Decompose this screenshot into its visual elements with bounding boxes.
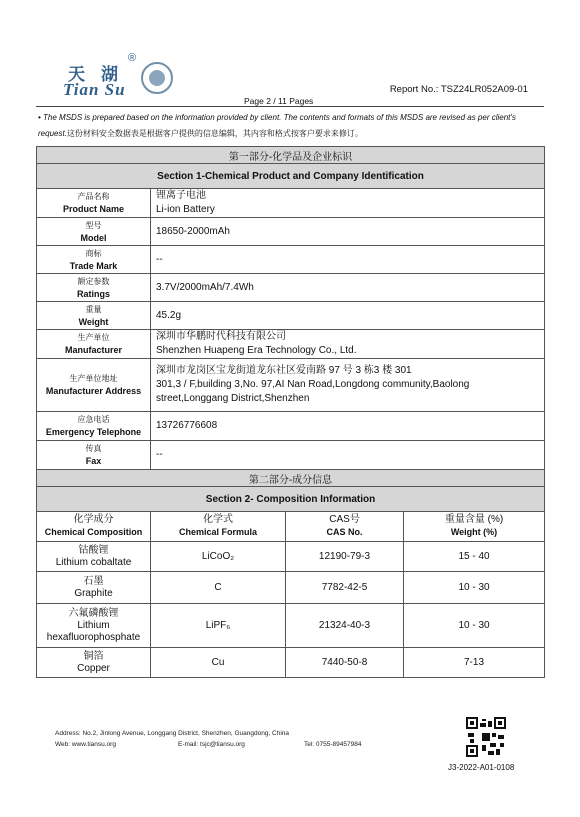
row-label xyxy=(37,189,151,218)
row-value xyxy=(151,189,545,218)
composition-name-en: Graphite xyxy=(74,587,113,599)
column-header xyxy=(286,512,404,542)
composition-cas: 7440-50-8 xyxy=(286,648,404,678)
row-value-line: 45.2g xyxy=(156,309,182,321)
notice-cn: 这份材料安全数据表是根据客户提供的信息编辑，其内容和格式按客户要求来修订。 xyxy=(66,129,363,138)
column-header-en: Weight (%) xyxy=(450,527,498,537)
row-label-cn: 额定参数 xyxy=(77,276,110,286)
composition-name-cn: 石墨 xyxy=(83,575,104,587)
column-header-cn: CAS号 xyxy=(329,514,360,525)
row-label xyxy=(37,302,151,330)
identification-row xyxy=(37,359,545,412)
composition-name-cn: 钴酸锂 xyxy=(78,544,109,556)
row-value-line: Shenzhen Huapeng Era Technology Co., Ltd. xyxy=(156,345,357,356)
column-header xyxy=(151,512,286,542)
row-value xyxy=(151,330,545,359)
row-value-line: street,Longgang District,Shenzhen xyxy=(156,393,310,404)
composition-cas: 12190-79-3 xyxy=(286,542,404,572)
row-value-line: 深圳市龙岗区宝龙街道龙东社区爱南路 97 号 3 栋3 楼 301 xyxy=(156,365,412,376)
row-value-line: -- xyxy=(156,253,163,265)
row-label-en: Trade Mark xyxy=(69,260,118,271)
row-label-en: Manufacturer Address xyxy=(45,386,142,396)
column-header-cn: 化学式 xyxy=(203,514,233,525)
composition-formula: LiCoO₂ xyxy=(151,542,286,572)
composition-weight: 7-13 xyxy=(404,648,545,678)
row-value xyxy=(151,274,545,302)
composition-cas: 21324-40-3 xyxy=(286,604,404,648)
composition-row xyxy=(37,572,545,604)
composition-name-en: Copper xyxy=(77,662,110,674)
row-label-cn: 应急电话 xyxy=(77,415,110,424)
footer-address: Address: No.2, Jinlong Avenue, Longgang District, Shenzhen, Guangdong, China xyxy=(55,730,290,737)
composition-row xyxy=(37,604,545,648)
row-value xyxy=(151,218,545,246)
row-label-en: Model xyxy=(80,232,107,243)
composition-formula: C xyxy=(151,572,286,604)
section2-title-en: Section 2- Composition Information xyxy=(37,487,545,512)
row-label-cn: 产品名称 xyxy=(77,192,110,201)
section1-title-cn: 第一部分-化学品及企业标识 xyxy=(37,147,545,164)
logo-english: Tian Su xyxy=(63,80,126,99)
composition-name-cn: 六氟磷酸锂 xyxy=(68,607,119,619)
footer-web: Web: www.tiansu.org xyxy=(55,741,116,748)
identification-row xyxy=(37,441,545,470)
row-label-en: Emergency Telephone xyxy=(45,427,142,437)
footer-email: E-mail: tsjc@tiansu.org xyxy=(178,741,245,748)
row-label xyxy=(37,330,151,359)
column-header-en: Chemical Formula xyxy=(178,527,258,537)
header-divider xyxy=(36,106,544,107)
footer-tel: Tel: 0755-89457984 xyxy=(304,741,362,748)
row-label-cn: 商标 xyxy=(85,248,102,258)
composition-name-en: Lithium cobaltate xyxy=(55,556,132,568)
composition-header-row xyxy=(37,512,545,542)
row-value xyxy=(151,359,545,412)
row-label-cn: 重量 xyxy=(85,304,102,314)
composition-name-en: Lithium hexafluorophosphate xyxy=(46,619,141,643)
composition-formula: LiPF₆ xyxy=(151,604,286,648)
row-value-line: 18650-2000mAh xyxy=(156,225,230,237)
row-label xyxy=(37,274,151,302)
row-value-line: 深圳市华鹏时代科技有限公司 xyxy=(156,331,286,342)
column-header-en: Chemical Composition xyxy=(44,527,143,537)
logo-seal-icon xyxy=(141,62,173,94)
row-label-en: Manufacturer xyxy=(64,345,122,355)
row-label xyxy=(37,218,151,246)
row-label-en: Ratings xyxy=(76,288,110,299)
row-value xyxy=(151,246,545,274)
composition-weight: 10 - 30 xyxy=(404,604,545,648)
row-value xyxy=(151,302,545,330)
row-value-line: 3.7V/2000mAh/7.4Wh xyxy=(156,281,254,293)
section1-title-en: Section 1-Chemical Product and Company Identification xyxy=(37,164,545,189)
row-label xyxy=(37,246,151,274)
row-label-cn: 生产单位 xyxy=(77,333,110,342)
logo-chinese: 天湖 xyxy=(68,65,134,85)
column-header-en: CAS No. xyxy=(326,527,363,537)
column-header xyxy=(37,512,151,542)
row-value-line: -- xyxy=(156,449,163,460)
composition-formula: Cu xyxy=(151,648,286,678)
row-label xyxy=(37,441,151,470)
identification-row xyxy=(37,246,545,274)
row-value-line: 301,3 / F,building 3,No. 97,AI Nan Road,Longdong community,Baolong xyxy=(156,379,470,390)
msds-table xyxy=(36,146,545,678)
row-value-line: 13726776608 xyxy=(156,420,218,431)
row-label xyxy=(37,412,151,441)
row-value xyxy=(151,441,545,470)
composition-name xyxy=(37,604,151,648)
row-label-en: Weight xyxy=(78,316,109,327)
notice-en: The MSDS is prepared based on the information provided by client. The contents and formats of this MSDS are revised as per client's request. xyxy=(38,113,516,138)
composition-name xyxy=(37,542,151,572)
composition-row xyxy=(37,648,545,678)
composition-name xyxy=(37,648,151,678)
identification-row xyxy=(37,412,545,441)
identification-row xyxy=(37,302,545,330)
row-label-cn: 型号 xyxy=(85,220,102,230)
identification-row xyxy=(37,218,545,246)
row-label-cn: 生产单位地址 xyxy=(69,374,118,383)
row-value xyxy=(151,412,545,441)
composition-row xyxy=(37,542,545,572)
composition-name-cn: 铜箔 xyxy=(83,650,104,662)
row-value-line: Li-ion Battery xyxy=(156,204,215,215)
page-number: Page 2 / 11 Pages xyxy=(244,96,314,106)
identification-row xyxy=(37,189,545,218)
notice: • The MSDS is prepared based on the information provided by client. The contents and formats of this MSDS are revised as per client's request.这份材料安全数据表是根据客户提供的信息编辑，其内容和格式按客户要求来修订。 xyxy=(38,113,516,138)
section2-title-cn: 第二部分-成分信息 xyxy=(37,470,545,487)
report-number: Report No.: TSZ24LR052A09-01 xyxy=(389,84,528,95)
composition-weight: 10 - 30 xyxy=(404,572,545,604)
identification-row xyxy=(37,330,545,359)
composition-name xyxy=(37,572,151,604)
row-label-en: Fax xyxy=(85,456,102,466)
composition-cas: 7782-42-5 xyxy=(286,572,404,604)
column-header xyxy=(404,512,545,542)
composition-weight: 15 - 40 xyxy=(404,542,545,572)
row-value-line: 锂离子电池 xyxy=(156,190,206,201)
column-header-cn: 重量含量 (%) xyxy=(444,514,504,525)
row-label-en: Product Name xyxy=(62,204,124,214)
row-label-cn: 传真 xyxy=(85,444,102,453)
column-header-cn: 化学成分 xyxy=(73,514,114,525)
registered-mark: ® xyxy=(128,52,137,64)
identification-row xyxy=(37,274,545,302)
row-label xyxy=(37,359,151,412)
qr-code-icon xyxy=(466,717,506,757)
document-code: J3-2022-A01-0108 xyxy=(448,763,515,772)
